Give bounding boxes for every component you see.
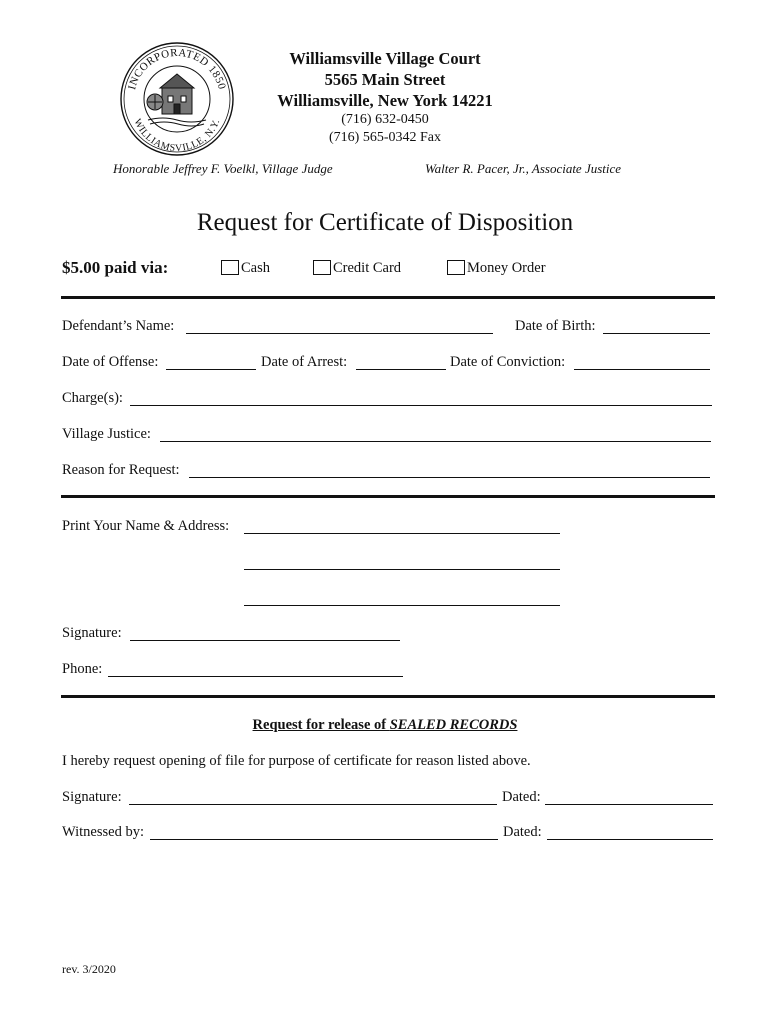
- date-of-conviction-field[interactable]: [574, 369, 710, 370]
- phone-label: Phone:: [62, 661, 103, 677]
- reason-label: Reason for Request:: [62, 462, 180, 478]
- date-of-arrest-field[interactable]: [356, 369, 446, 370]
- dated-field-2[interactable]: [547, 839, 713, 840]
- date-of-arrest-label: Date of Arrest:: [261, 354, 348, 370]
- sealed-records-heading: Request for release of SEALED RECORDS: [252, 717, 518, 733]
- court-city: Williamsville, New York 14221: [277, 91, 493, 110]
- dated-field-1[interactable]: [545, 804, 713, 805]
- date-of-offense-label: Date of Offense:: [62, 354, 159, 370]
- court-name: Williamsville Village Court: [289, 49, 481, 68]
- section-divider: [61, 695, 715, 698]
- form-title: Request for Certificate of Disposition: [196, 209, 574, 236]
- credit-card-checkbox[interactable]: [313, 260, 331, 275]
- phone-field[interactable]: [108, 676, 403, 677]
- date-of-birth-field[interactable]: [603, 333, 710, 334]
- village-justice-label: Village Justice:: [62, 426, 151, 442]
- date-of-conviction-label: Date of Conviction:: [450, 354, 566, 370]
- name-address-field-1[interactable]: [244, 533, 560, 534]
- name-address-field-3[interactable]: [244, 605, 560, 606]
- charges-field[interactable]: [130, 405, 712, 406]
- sealed-signature-label: Signature:: [62, 789, 122, 805]
- signature-field[interactable]: [130, 640, 400, 641]
- court-street: 5565 Main Street: [324, 70, 446, 89]
- village-seal-logo: [118, 40, 236, 158]
- dated-label-2: Dated:: [503, 824, 542, 840]
- witnessed-by-label: Witnessed by:: [62, 824, 144, 840]
- date-of-birth-label: Date of Birth:: [515, 318, 596, 334]
- cash-label: Cash: [241, 260, 270, 276]
- witnessed-by-field[interactable]: [150, 839, 498, 840]
- village-justice-field[interactable]: [160, 441, 711, 442]
- svg-text:INCORPORATED 1850: INCORPORATED 1850: [126, 46, 228, 91]
- credit-card-label: Credit Card: [333, 260, 402, 276]
- defendant-name-field[interactable]: [186, 333, 493, 334]
- village-judge: Honorable Jeffrey F. Voelkl, Village Judge: [113, 161, 333, 176]
- dated-label-1: Dated:: [502, 789, 541, 805]
- payment-label: $5.00 paid via:: [62, 258, 169, 277]
- signature-label: Signature:: [62, 625, 122, 641]
- defendant-name-label: Defendant’s Name:: [62, 318, 175, 334]
- date-of-offense-field[interactable]: [166, 369, 256, 370]
- sealed-statement: I hereby request opening of file for purpose of certificate for reason listed above.: [62, 753, 531, 769]
- revision-note: rev. 3/2020: [62, 962, 116, 976]
- svg-text:WILLIAMSVILLE, N.Y.: WILLIAMSVILLE, N.Y.: [131, 117, 223, 155]
- cash-checkbox[interactable]: [221, 260, 239, 275]
- section-divider: [61, 495, 715, 498]
- section-divider: [61, 296, 715, 299]
- money-order-checkbox[interactable]: [447, 260, 465, 275]
- name-address-label: Print Your Name & Address:: [62, 518, 230, 534]
- charges-label: Charge(s):: [62, 390, 123, 406]
- money-order-label: Money Order: [467, 260, 546, 276]
- court-fax: (716) 565-0342 Fax: [329, 130, 441, 145]
- associate-justice: Walter R. Pacer, Jr., Associate Justice: [425, 161, 622, 176]
- sealed-signature-field[interactable]: [129, 804, 497, 805]
- name-address-field-2[interactable]: [244, 569, 560, 570]
- court-phone: (716) 632-0450: [341, 112, 429, 127]
- reason-field[interactable]: [189, 477, 710, 478]
